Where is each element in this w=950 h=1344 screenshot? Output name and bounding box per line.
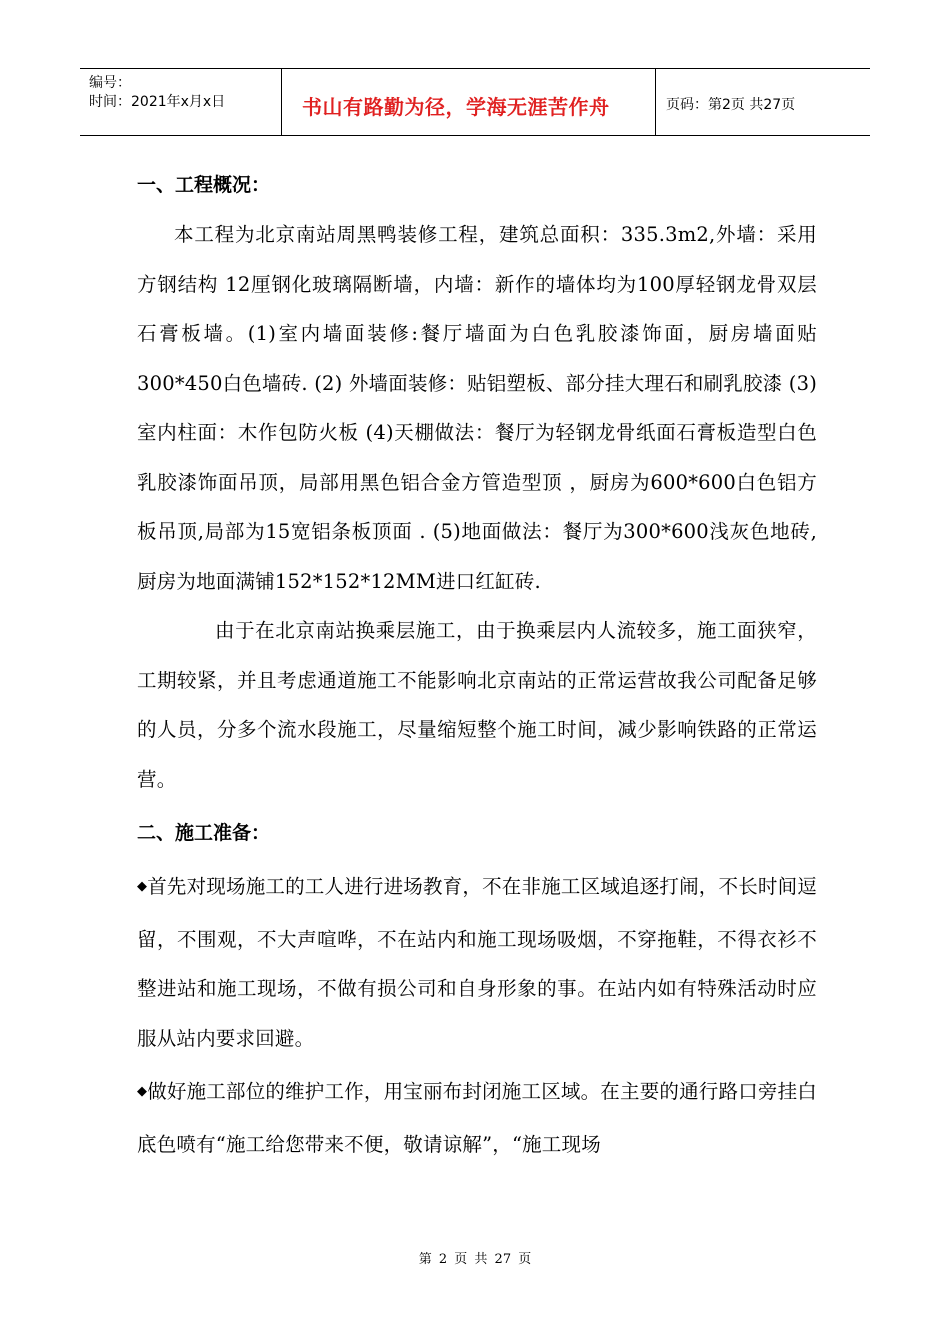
overview-paragraph-1: 本工程为北京南站周黑鸭装修工程，建筑总面积：335.3m2,外墙：采用方钢结构 12厘钢化玻璃隔断墙，内墙：新作的墙体均为100厚轻钢龙骨双层石膏板墙。(1)室内墙面装修:餐厅墙面为白色乳胶漆饰面，厨房墙面贴300*450白色墙砖. (2) 外墙面装修：贴铝塑板、部分挂大理石和刷乳胶漆 (3)室内柱面：木作包防火板 (4)天棚做法：餐厅为轻钢龙骨纸面石膏板造型白色乳胶漆饰面吊顶，局部用黑色铝合金方管造型顶 ，厨房为600*600白色铝方板吊顶,局部为15宽铝条板顶面 . (5)地面做法：餐厅为300*600浅灰色地砖,厨房为地面满铺152*152*12MM进口红缸砖. [137,223,817,593]
page-header [80,68,870,136]
diamond-bullet-icon: ◆ [137,879,148,894]
diamond-bullet-icon: ◆ [137,1084,148,1099]
preparation-bullet-1 [137,862,817,1063]
document-body [137,160,817,1169]
page-footer: 第 2 页 共 27 页 [418,1252,532,1267]
overview-paragraph-2: 由于在北京南站换乘层施工，由于换乘层内人流较多，施工面狭窄，工期较紧，并且考虑通道施工不能影响北京南站的正常运营故我公司配备足够的人员，分多个流水段施工，尽量缩短整个施工时间，减少影响铁路的正常运营。 [137,619,817,791]
header-page-cell [656,69,870,135]
preparation-bullet-2 [137,1067,817,1169]
motto-text: 书山有路勤为径，学海无涯苦作舟 [302,95,610,119]
doc-time-label: 时间：2021年x月x日 [89,94,226,110]
header-motto-cell [282,69,656,135]
header-info-cell [80,69,282,135]
section-heading-preparation: 二、施工准备： [137,822,271,844]
bullet-text: 做好施工部位的维护工作，用宝丽布封闭施工区域。在主要的通行路口旁挂白底色喷有“施工给您带来不便，敬请谅解”，“施工现场 [137,1080,818,1156]
doc-number-label: 编号： [89,75,131,91]
bullet-text: 首先对现场施工的工人进行进场教育，不在非施工区域追逐打闹，不长时间逗留，不围观，不大声喧哗，不在站内和施工现场吸烟，不穿拖鞋，不得衣衫不整进站和施工现场，不做有损公司和自身形象的事。在站内如有特殊活动时应服从站内要求回避。 [137,875,818,1050]
page-number-label: 页码：第2页 共27页 [666,97,796,113]
section-heading-overview: 一、工程概况： [137,174,271,196]
